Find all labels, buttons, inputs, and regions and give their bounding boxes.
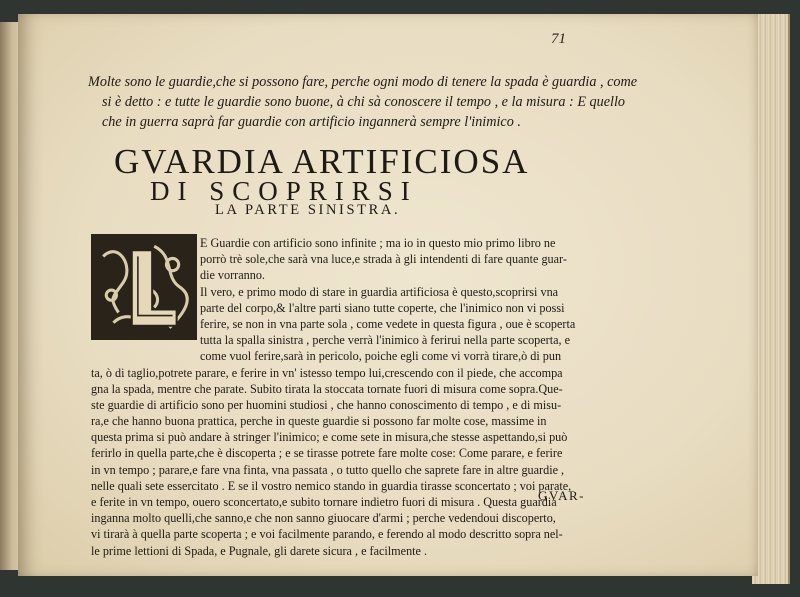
body-line: questa prima si può andare à stringer l'inimico; e come sete in misura,che stesse aspettando,si può	[91, 430, 568, 445]
body-line: parte del corpo,& l'altre parti siano tutte coperte, che l'inimico non vi possi	[200, 300, 565, 315]
catchword: GVAR-	[538, 488, 585, 503]
body-line: vi tirarà à quella parte scoperta ; e voi facilmente parando, e ferendo al modo descritto sopra nel-	[91, 527, 563, 542]
body-line: Il vero, e primo modo di stare in guardia artificiosa è questo,scoprirsi vna	[200, 284, 559, 299]
chapter-title-line-2: DI SCOPRIRSI	[150, 176, 418, 206]
body-line: e ferite in vn tempo, ouero sconcertato,e subito tornare indietro fuori di misura . Questa guardia	[91, 495, 557, 509]
chapter-title-line-3: LA PARTE SINISTRA.	[215, 202, 401, 218]
intro-line: si è detto : e tutte le guardie sono buone, à chi sà conoscere il tempo , e la misura : E quello	[102, 94, 625, 110]
body-line: ferirlo in quella parte,che è discoperta ; e se tirasse potrete fare molte cose: Come parare, e ferire	[91, 446, 563, 461]
body-text	[91, 235, 611, 559]
body-line: ta, ò di taglio,potrete parare, e ferire in vn' istesso tempo lui,crescendo con il piede, che accompa	[91, 365, 563, 380]
body-line: ste guardie di artificio sono per huomini studiosi , che hanno conoscimento di tempo , e di misu-	[91, 397, 562, 412]
body-line: E Guardie con artificio sono infinite ; ma io in questo mio primo libro ne	[200, 236, 556, 250]
body-line: die vorranno.	[200, 268, 265, 283]
book-page	[18, 14, 758, 576]
body-line: gna la spada, mentre che parate. Subito tirata la stoccata tornate fuori di misura come sopra.Que-	[91, 381, 563, 396]
intro-line: Molte sono le guardie,che si possono fare, perche ogni modo di tenere la spada è guardia , come	[88, 74, 638, 90]
page-number: 71	[551, 31, 566, 47]
body-line: come vuol ferire,sarà in pericolo, poiche egli come vi vorrà tirare,ò di pun	[200, 349, 562, 364]
body-line: ferire, se non in vna parte sola , come vedete in questa figura , oue è scoperta	[200, 316, 576, 331]
body-line: le prime lettioni di Spada, e Pugnale, gli darete sicura , e facilmente .	[91, 543, 428, 558]
intro-paragraph	[88, 72, 638, 132]
body-line: ra,e che hanno buona prattica, perche in queste guardie si possono far molte cose, massime in	[91, 414, 547, 429]
body-line: nelle quali sete essercitato . E se il vostro nemico stando in guardia tirasse sconcertato ; voi parate,	[91, 478, 572, 493]
body-line: porrò trè sole,che sarà vna luce,e strada à gli intendenti di fare quante guar-	[200, 252, 567, 267]
intro-line: che in guerra saprà far guardie con artificio ingannerà sempre l'inimico .	[102, 114, 521, 130]
body-line: inganna molto quelli,che sanno,e che non sanno giuocare d'armi ; perche vedendoui discoperto,	[91, 511, 556, 526]
body-line: in vn tempo ; parare,e fare vna finta, vna passata , o tutto quello che saprete fare in altre guardie ,	[91, 462, 565, 477]
body-line: tutta la spalla sinistra , perche verrà l'inimico à ferirui nella parte scoperta, e	[200, 333, 571, 348]
chapter-title-line-1: GVARDIA ARTIFICIOSA	[114, 142, 530, 181]
